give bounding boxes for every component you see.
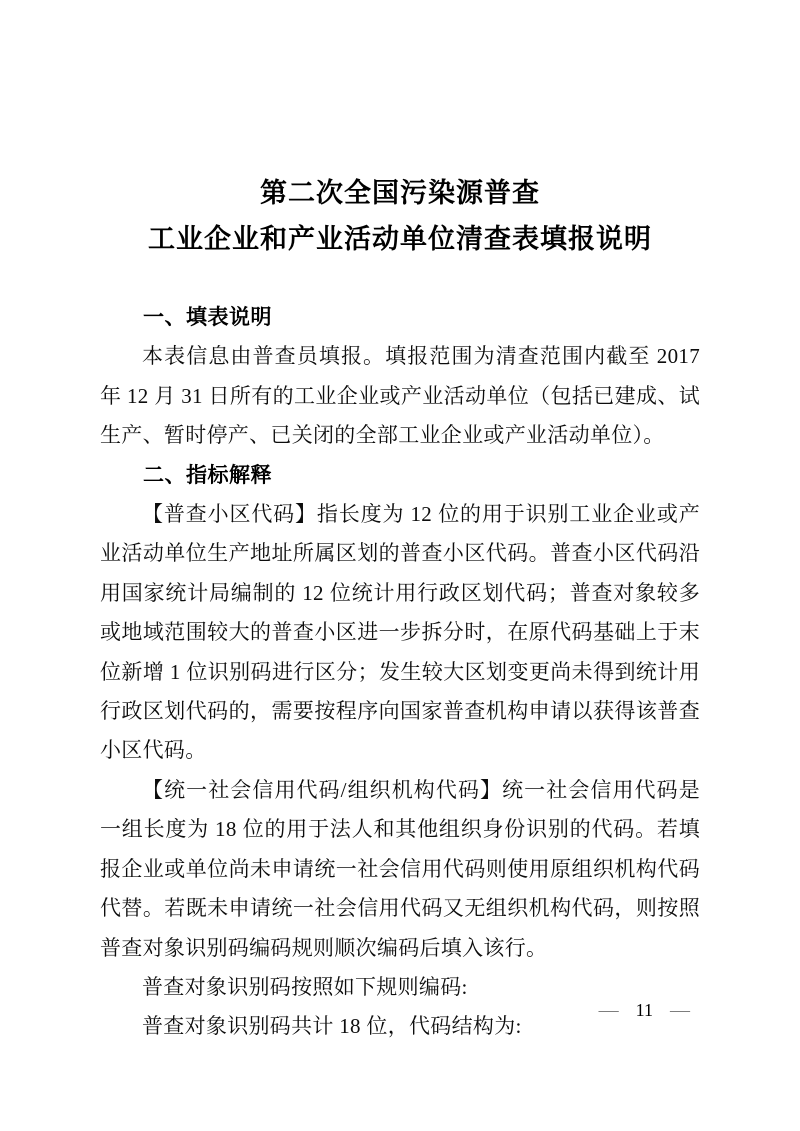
document-title [100, 0, 700, 262]
section-2-heading: 二、指标解释 [143, 463, 272, 487]
section-1-paragraph: 本表信息由普查员填报。填报范围为清查范围内截至 2017 年 12 月 31 日所有的工业企业或产业活动单位（包括已建成、试生产、暂时停产、已关闭的全部工业企业或产业活动单位）。 [100, 344, 700, 448]
title-line-2: 工业企业和产业活动单位清查表填报说明 [148, 224, 652, 254]
page-number: 11 [635, 1000, 653, 1020]
title-line-1: 第二次全国污染源普查 [260, 178, 540, 208]
section-2-paragraph-3: 普查对象识别码按照如下规则编码: [142, 974, 468, 999]
section-2-paragraph-2: 【统一社会信用代码/组织机构代码】统一社会信用代码是一组长度为 18 位的用于法人和其他组织身份识别的代码。若填报企业或单位尚未申请统一社会信用代码则使用原组织机构代码代替。若既未申请统一社会信用代码又无组织机构代码，则按照普查对象识别码编码规则顺次编码后填入该行。 [100, 777, 700, 960]
footer-dash-right: — [670, 999, 690, 1021]
section-2-paragraph-4: 普查对象识别码共计 18 位，代码结构为: [142, 1014, 522, 1039]
footer-dash-left: — [598, 999, 619, 1021]
page-footer [599, 999, 690, 1021]
section-1-heading: 一、填表说明 [143, 306, 272, 329]
section-2-paragraph-1: 【普查小区代码】指长度为 12 位的用于识别工业企业或产业活动单位生产地址所属区划的普查小区代码。普查小区代码沿用国家统计局编制的 12 位统计用行政区划代码；普查对象较多或地域范围较大的普查小区进一步拆分时，在原代码基础上于末位新增 1 位识别码进行区分；发生较大区划变更尚未得到统计用行政区划代码的，需要按程序向国家普查机构申请以获得该普查小区代码。 [100, 502, 700, 763]
